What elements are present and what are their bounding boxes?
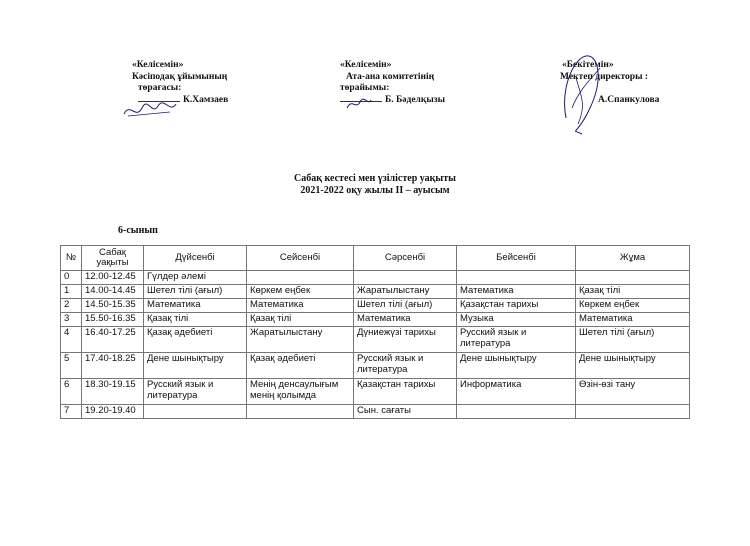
row-time: 14.00-14.45 bbox=[82, 285, 144, 299]
approval-position: Мектеп директоры : bbox=[560, 71, 649, 82]
table-row bbox=[61, 285, 690, 299]
approval-name: Б. Бәделқызы bbox=[385, 94, 446, 105]
cell-monday bbox=[144, 405, 247, 419]
table-row bbox=[61, 327, 690, 353]
row-time: 14.50-15.35 bbox=[82, 299, 144, 313]
cell-wednesday: Математика bbox=[354, 313, 457, 327]
approval-role: төрағасы: bbox=[138, 83, 182, 93]
approval-heading: «Келісемін» bbox=[340, 60, 392, 70]
cell-wednesday: Қазақстан тарихы bbox=[354, 379, 457, 405]
table-row bbox=[61, 271, 690, 285]
cell-thursday: Қазақстан тарихы bbox=[457, 299, 576, 313]
cell-friday: Математика bbox=[576, 313, 690, 327]
row-number: 5 bbox=[61, 353, 82, 379]
approval-name: А.Спанкулова bbox=[598, 94, 660, 105]
cell-wednesday: Дүниежүзі тарихы bbox=[354, 327, 457, 353]
row-time: 16.40-17.25 bbox=[82, 327, 144, 353]
approval-heading: «Келісемін» bbox=[132, 60, 184, 70]
cell-wednesday: Русский язык и литература bbox=[354, 353, 457, 379]
cell-friday bbox=[576, 271, 690, 285]
cell-tuesday: Жаратылыстану bbox=[247, 327, 354, 353]
cell-tuesday: Менің денсаулығым менің қолымда bbox=[247, 379, 354, 405]
signature-scribble-2 bbox=[344, 94, 374, 114]
cell-thursday: Дене шынықтыру bbox=[457, 353, 576, 379]
header-tuesday: Сейсенбі bbox=[247, 246, 354, 271]
cell-monday: Шетел тілі (ағыл) bbox=[144, 285, 247, 299]
row-number: 2 bbox=[61, 299, 82, 313]
header-thursday: Бейсенбі bbox=[457, 246, 576, 271]
cell-thursday: Музыка bbox=[457, 313, 576, 327]
cell-thursday bbox=[457, 405, 576, 419]
cell-tuesday: Көркем еңбек bbox=[247, 285, 354, 299]
table-row bbox=[61, 379, 690, 405]
title-line-2: 2021-2022 оқу жылы ІІ – ауысым bbox=[300, 185, 450, 196]
row-time: 19.20-19.40 bbox=[82, 405, 144, 419]
cell-tuesday bbox=[247, 405, 354, 419]
document-title bbox=[0, 173, 750, 197]
cell-monday: Қазақ әдебиеті bbox=[144, 327, 247, 353]
cell-tuesday: Қазақ әдебиеті bbox=[247, 353, 354, 379]
table-header-row bbox=[61, 246, 690, 271]
approval-name: К.Хамзаев bbox=[183, 94, 229, 105]
header-number: № bbox=[61, 246, 82, 271]
header-time: Сабақ уақыты bbox=[82, 246, 144, 271]
row-time: 17.40-18.25 bbox=[82, 353, 144, 379]
row-number: 4 bbox=[61, 327, 82, 353]
cell-tuesday: Математика bbox=[247, 299, 354, 313]
header-wednesday: Сәрсенбі bbox=[354, 246, 457, 271]
cell-wednesday: Жаратылыстану bbox=[354, 285, 457, 299]
cell-monday: Гүлдер әлемі bbox=[144, 271, 247, 285]
row-number: 7 bbox=[61, 405, 82, 419]
row-number: 1 bbox=[61, 285, 82, 299]
row-number: 6 bbox=[61, 379, 82, 405]
signature-scribble-3 bbox=[556, 48, 612, 138]
cell-thursday: Математика bbox=[457, 285, 576, 299]
cell-thursday: Русский язык и литература bbox=[457, 327, 576, 353]
signature-scribble-1 bbox=[120, 98, 180, 122]
table-row bbox=[61, 299, 690, 313]
row-number: 3 bbox=[61, 313, 82, 327]
approval-position: Ата-ана комитетінің bbox=[346, 71, 435, 82]
cell-tuesday bbox=[247, 271, 354, 285]
cell-friday: Өзін-өзі тану bbox=[576, 379, 690, 405]
row-time: 18.30-19.15 bbox=[82, 379, 144, 405]
cell-wednesday bbox=[354, 271, 457, 285]
cell-friday: Дене шынықтыру bbox=[576, 353, 690, 379]
cell-friday bbox=[576, 405, 690, 419]
cell-thursday: Информатика bbox=[457, 379, 576, 405]
cell-friday: Қазақ тілі bbox=[576, 285, 690, 299]
class-label: 6-сынып bbox=[118, 225, 158, 236]
cell-tuesday: Қазақ тілі bbox=[247, 313, 354, 327]
header-monday: Дүйсенбі bbox=[144, 246, 247, 271]
table-row bbox=[61, 405, 690, 419]
cell-friday: Шетел тілі (ағыл) bbox=[576, 327, 690, 353]
cell-monday: Дене шынықтыру bbox=[144, 353, 247, 379]
cell-monday: Русский язык и литература bbox=[144, 379, 247, 405]
cell-monday: Математика bbox=[144, 299, 247, 313]
cell-wednesday: Сын. сағаты bbox=[354, 405, 457, 419]
table-row bbox=[61, 313, 690, 327]
approval-position: Кәсіподақ ұйымының bbox=[132, 71, 228, 82]
cell-thursday bbox=[457, 271, 576, 285]
cell-wednesday: Шетел тілі (ағыл) bbox=[354, 299, 457, 313]
row-number: 0 bbox=[61, 271, 82, 285]
approval-role: төрайымы: bbox=[340, 83, 390, 93]
schedule-table bbox=[60, 245, 690, 419]
approval-heading: «Бекітемін» bbox=[562, 60, 614, 70]
cell-friday: Көркем еңбек bbox=[576, 299, 690, 313]
cell-monday: Қазақ тілі bbox=[144, 313, 247, 327]
table-row bbox=[61, 353, 690, 379]
title-line-1: Сабақ кестесі мен үзілістер уақыты bbox=[294, 173, 456, 184]
header-friday: Жұма bbox=[576, 246, 690, 271]
row-time: 12.00-12.45 bbox=[82, 271, 144, 285]
row-time: 15.50-16.35 bbox=[82, 313, 144, 327]
